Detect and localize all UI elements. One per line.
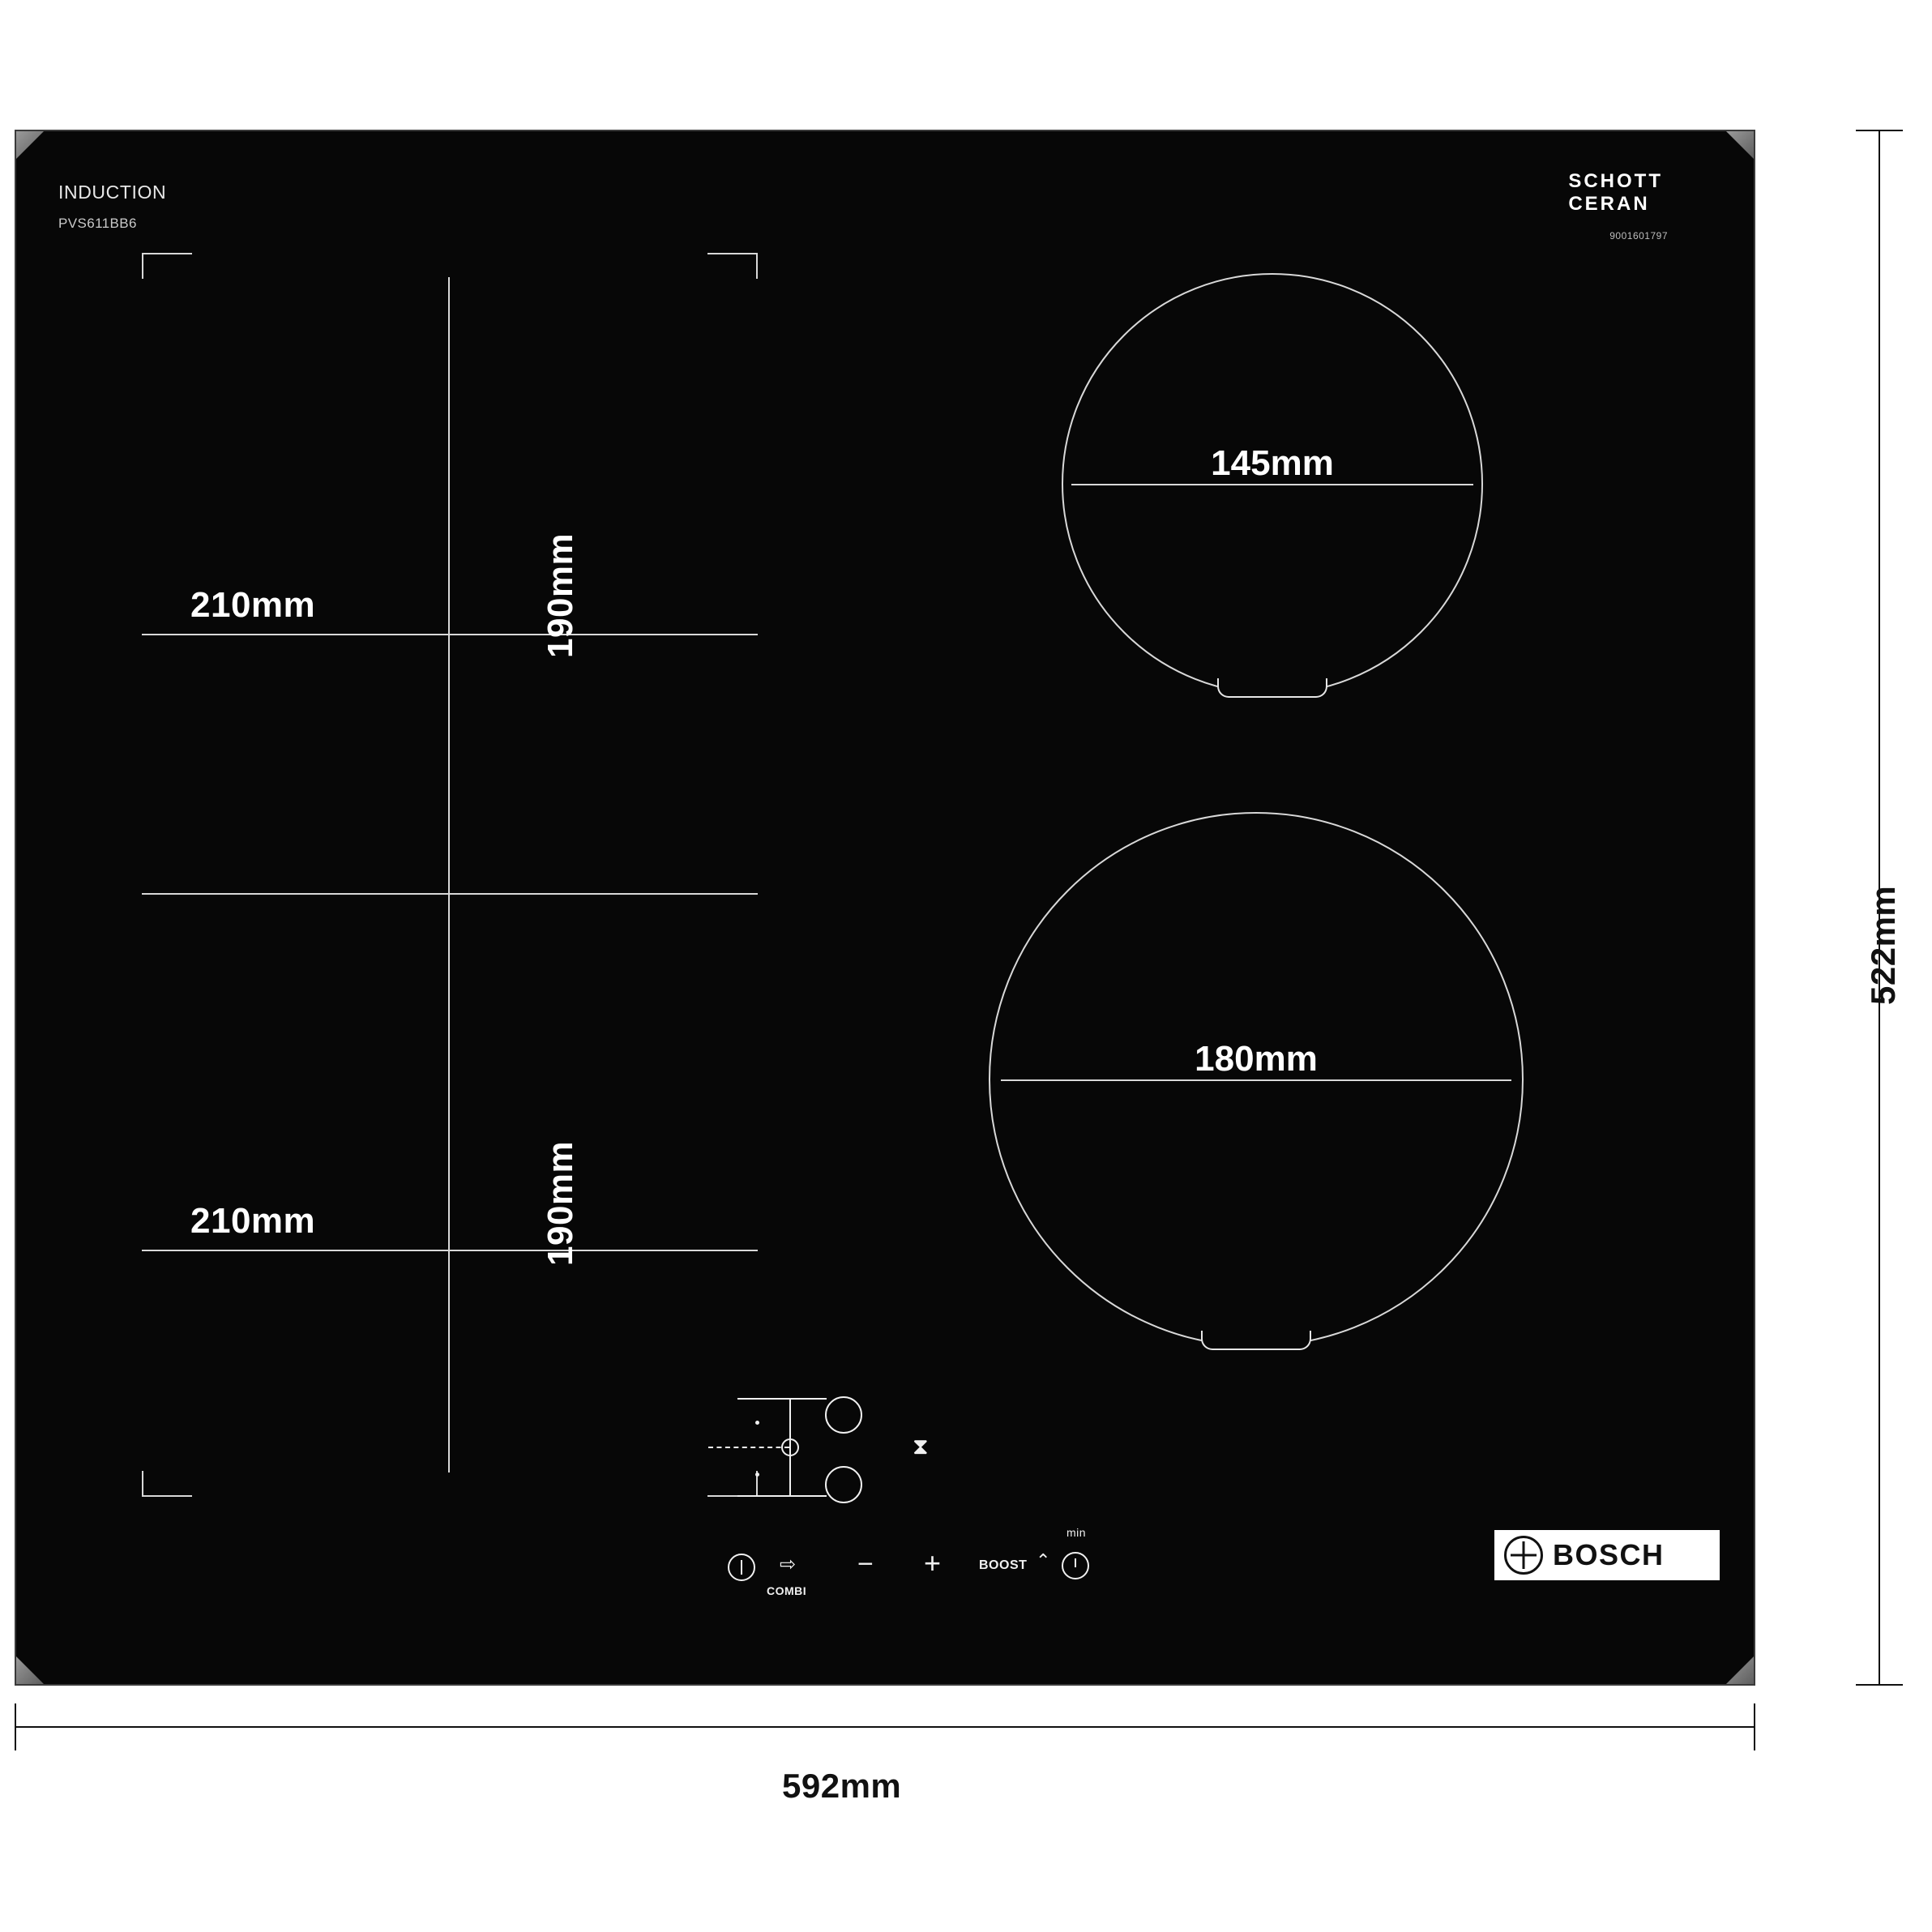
bottom-right-zone-notch xyxy=(1201,1331,1311,1350)
schott-logo-line1: SCHOTT xyxy=(1568,170,1663,192)
boost-arrow-icon: ⌃ xyxy=(1036,1550,1051,1571)
flexzone-selector-hub-icon[interactable] xyxy=(781,1438,799,1456)
top-right-zone-diameter-line xyxy=(1071,484,1473,485)
flexzone-dot-upper xyxy=(755,1421,759,1425)
bottom-zone-center-mark xyxy=(425,1250,471,1251)
top-zone-height-label: 190mm xyxy=(541,532,580,658)
touch-control-panel[interactable] xyxy=(721,1391,1175,1635)
timer-hourglass-icon: ⧗ xyxy=(913,1434,929,1459)
width-measure-tick-right xyxy=(1754,1703,1755,1750)
corner-clip-bottom-left xyxy=(16,1656,44,1684)
bosch-wordmark: BOSCH xyxy=(1553,1538,1665,1571)
bosch-mark-icon xyxy=(1504,1536,1543,1575)
zone-select-circle-upper-icon[interactable] xyxy=(825,1396,862,1434)
boost-button[interactable]: BOOST xyxy=(979,1558,1028,1572)
top-right-zone-diameter-label: 145mm xyxy=(1211,443,1334,483)
flex-induction-zone xyxy=(142,253,758,1497)
minus-button[interactable]: − xyxy=(857,1549,874,1579)
bottom-right-zone-diameter-label: 180mm xyxy=(1195,1039,1318,1079)
timer-clock-icon xyxy=(1075,1558,1076,1567)
cooktop-glass-panel xyxy=(15,130,1755,1686)
bosch-logo xyxy=(1494,1530,1720,1580)
width-measure-tick-left xyxy=(15,1703,16,1750)
power-icon xyxy=(741,1560,742,1575)
corner-clip-top-left xyxy=(16,131,44,159)
schott-ceran-logo xyxy=(1568,170,1663,215)
bottom-right-zone-diameter-line xyxy=(1001,1079,1511,1081)
flexzone-selector-top-line xyxy=(737,1398,827,1400)
top-zone-width-label: 210mm xyxy=(190,585,316,625)
zone-select-circle-lower-icon[interactable] xyxy=(825,1466,862,1503)
combi-label: COMBI xyxy=(767,1584,807,1597)
height-measure-tick-top xyxy=(1856,130,1903,131)
zone-separator-line xyxy=(142,893,758,895)
glass-code-label: 9001601797 xyxy=(1609,230,1668,242)
flexzone-dot-lower xyxy=(755,1473,759,1477)
zone-bracket-top-left xyxy=(142,253,192,279)
zone-bracket-top-right xyxy=(707,253,758,279)
zone-bracket-bottom-left xyxy=(142,1471,192,1497)
cooking-zone-top-right xyxy=(1062,273,1483,695)
model-number-label: PVS611BB6 xyxy=(58,216,137,231)
top-right-zone-notch xyxy=(1217,678,1327,698)
corner-clip-bottom-right xyxy=(1726,1656,1754,1684)
cooking-zone-bottom-right xyxy=(989,812,1524,1347)
plus-button[interactable]: + xyxy=(924,1546,942,1579)
width-measure-line xyxy=(15,1726,1755,1728)
corner-clip-top-right xyxy=(1726,131,1754,159)
bottom-zone-width-label: 210mm xyxy=(190,1201,316,1241)
flexzone-selector-bottom-line xyxy=(737,1495,827,1497)
zone-center-vertical-line xyxy=(448,277,450,1473)
top-zone-center-mark xyxy=(425,634,471,635)
schott-logo-line2: CERAN xyxy=(1568,192,1650,215)
timer-min-label: min xyxy=(1066,1526,1087,1539)
combi-icon[interactable]: ⇨ xyxy=(780,1554,797,1575)
height-measure-tick-bottom xyxy=(1856,1684,1903,1686)
width-measure-label: 592mm xyxy=(782,1767,902,1805)
bottom-zone-height-label: 190mm xyxy=(541,1140,580,1266)
induction-type-label: INDUCTION xyxy=(58,182,167,203)
flexzone-selector-dashed-line xyxy=(708,1447,789,1448)
height-measure-label: 522mm xyxy=(1864,885,1902,1005)
